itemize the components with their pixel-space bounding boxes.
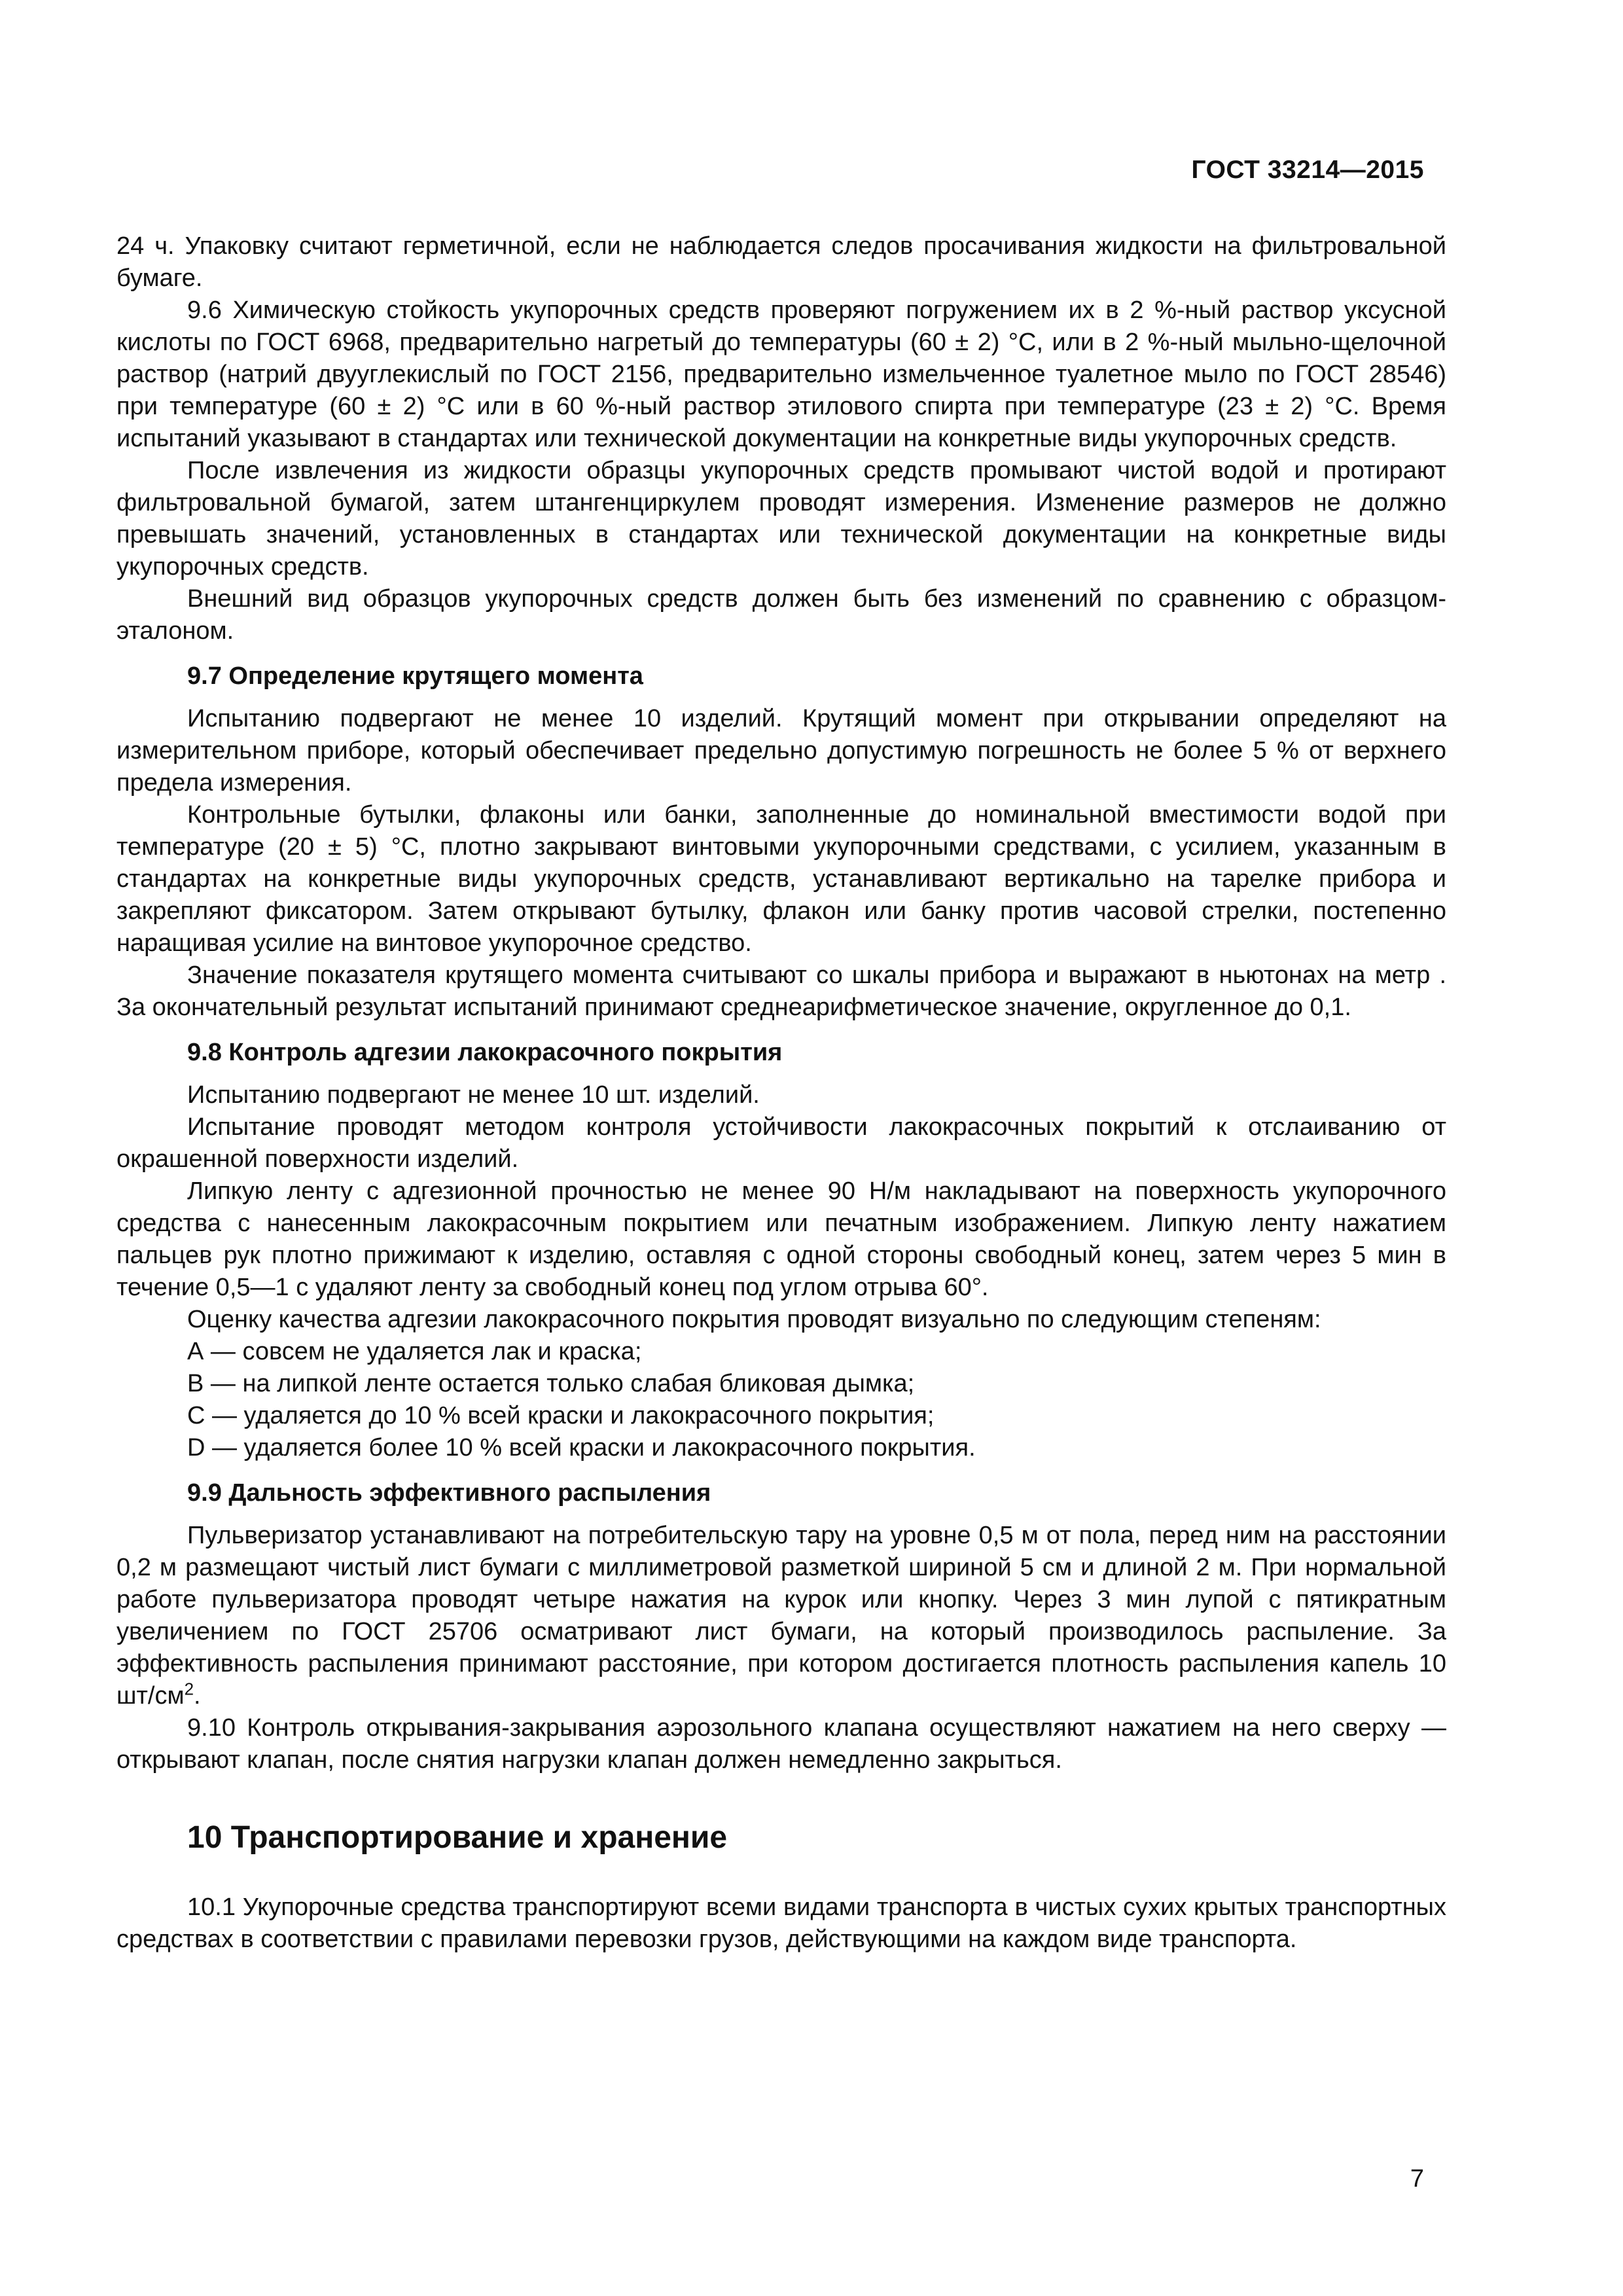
paragraph: Испытание проводят методом контроля устойчивости лакокрасочных покрытий к отслаиванию от окрашенной поверхности изделий. — [116, 1113, 1446, 1173]
paragraph: Контрольные бутылки, флаконы или банки, заполненные до номинальной вместимости водой при температуре (20 ± 5) °С, плотно закрывают винтовыми укупорочными средствами, с усилием, указанным в стандартах на конкретные виды укупорочных средств, устанавливают вертикально на тарелке прибора и закрепляют фиксатором. Затем открывают бутылку, флакон или банку против часовой стрелки, постепенно наращивая усилие на винтовое укупорочное средство. — [116, 801, 1446, 957]
paragraph: Оценку качества адгезии лакокрасочного покрытия проводят визуально по следующим степеням: — [187, 1306, 1321, 1333]
paragraph: Липкую ленту с адгезионной прочностью не менее 90 Н/м накладывают на поверхность укупорочного средства с нанесенным лакокрасочным покрытием или печатным изображением. Липкую ленту нажатием пальцев рук плотно прижимают к изделию, оставляя с одной стороны свободный конец, затем через 5 мин в течение 0,5—1 с удаляют ленту за свободный конец под углом отрыва 60°. — [116, 1177, 1446, 1301]
section-heading-9-7: 9.7 Определение крутящего момента — [187, 662, 643, 690]
paragraph-end: . — [194, 1682, 201, 1710]
paragraph: После извлечения из жидкости образцы укупорочных средств промывают чистой водой и протирают фильтровальной бумагой, затем штангенциркулем проводят измерения. Изменение размеров не должно превышать значений, установленных в стандартах или технической документации на конкретные виды укупорочных средств. — [116, 457, 1446, 581]
paragraph: Значение показателя крутящего момента считывают со шкалы прибора и выражают в ньютонах на метр . За окончательный результат испытаний принимают среднеарифметическое значение, округленное до 0,1. — [116, 961, 1446, 1021]
list-item: D — удаляется более 10 % всей краски и лакокрасочного покрытия. — [187, 1434, 976, 1462]
paragraph: Внешний вид образцов укупорочных средств должен быть без изменений по сравнению с образцом-эталоном. — [116, 585, 1446, 645]
paragraph: Испытанию подвергают не менее 10 шт. изделий. — [187, 1081, 760, 1109]
paragraph: 10.1 Укупорочные средства транспортируют всеми видами транспорта в чистых сухих крытых транспортных средствах в соответствии с правилами перевозки грузов, действующими на каждом виде транспорта. — [116, 1893, 1446, 1953]
list-item: С — удаляется до 10 % всей краски и лакокрасочного покрытия; — [187, 1402, 935, 1429]
document-code: ГОСТ 33214—2015 — [1191, 156, 1424, 184]
paragraph — [116, 1520, 1446, 1712]
page-number: 7 — [1410, 2165, 1424, 2193]
paragraph-text: Пульверизатор устанавливают на потребительскую тару на уровне 0,5 м от пола, перед ним на расстоянии 0,2 м размещают чистый лист бумаги с миллиметровой разметкой шириной 5 см и длиной 2 м. При нормальной работе пульверизатора проводят четыре нажатия на курок или кнопку. Через 3 мин лупой с пятикратным увеличением по ГОСТ 25706 осматривают лист бумаги, на который производилось распыление. За эффективность распыления принимают расстояние, при котором достигается плотность распыления капель 10 шт/см — [116, 1522, 1446, 1710]
section-heading-9-9: 9.9 Дальность эффективного распыления — [187, 1479, 711, 1507]
section-heading-9-8: 9.8 Контроль адгезии лакокрасочного покрытия — [187, 1039, 783, 1066]
paragraph: 9.6 Химическую стойкость укупорочных средств проверяют погружением их в 2 %-ный раствор уксусной кислоты по ГОСТ 6968, предварительно нагретый до температуры (60 ± 2) °С, или в 2 %-ный мыльно-щелочной раствор (натрий двууглекислый по ГОСТ 2156, предварительно измельченное туалетное мыло по ГОСТ 28546) при температуре (60 ± 2) °С или в 60 %-ный раствор этилового спирта при температуре (23 ± 2) °С. Время испытаний указывают в стандартах или технической документации на конкретные виды укупорочных средств. — [116, 296, 1446, 452]
section-heading-10: 10 Транспортирование и хранение — [187, 1820, 728, 1855]
list-item: А — совсем не удаляется лак и краска; — [187, 1338, 642, 1365]
list-item: В — на липкой ленте остается только слабая бликовая дымка; — [187, 1370, 915, 1397]
paragraph: Испытанию подвергают не менее 10 изделий. Крутящий момент при открывании определяют на измерительном приборе, который обеспечивает предельно допустимую погрешность не более 5 % от верхнего предела измерения. — [116, 705, 1446, 797]
document-body — [116, 230, 1446, 1956]
superscript: 2 — [184, 1679, 194, 1699]
paragraph: 9.10 Контроль открывания-закрывания аэрозольного клапана осуществляют нажатием на него сверху — открывают клапан, после снятия нагрузки клапан должен немедленно закрыться. — [116, 1714, 1446, 1774]
paragraph: 24 ч. Упаковку считают герметичной, если не наблюдается следов просачивания жидкости на фильтровальной бумаге. — [116, 232, 1446, 292]
